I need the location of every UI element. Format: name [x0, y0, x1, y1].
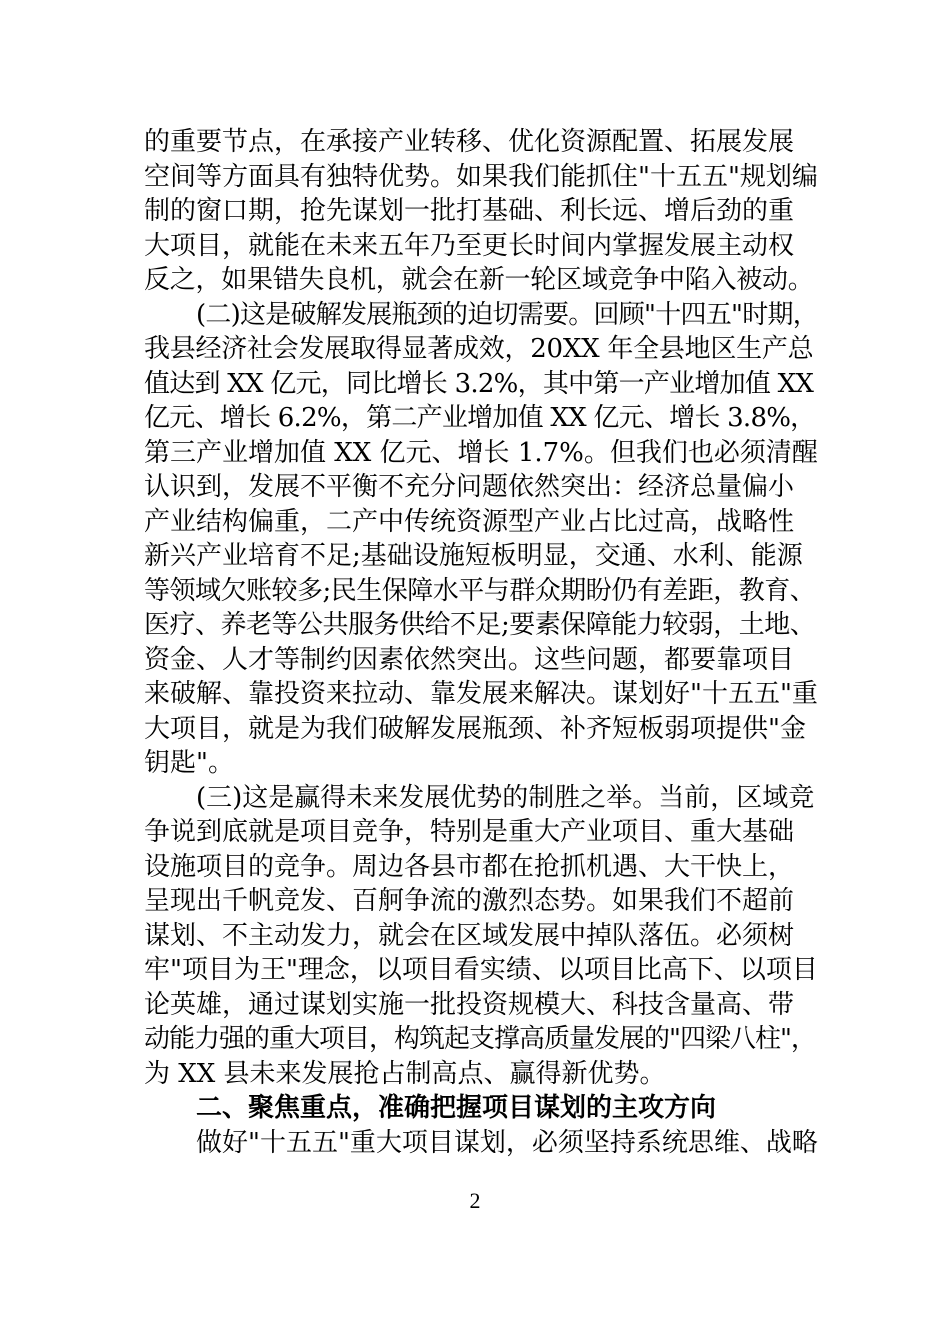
text-line: 的重要节点，在承接产业转移、优化资源配置、拓展发展 — [144, 127, 795, 157]
text-line: 新兴产业培育不足;基础设施短板明显，交通、水利、能源 — [144, 541, 803, 571]
text-line: 制的窗口期，抢先谋划一批打基础、利长远、增后劲的重 — [144, 196, 795, 226]
text-line: 设施项目的竞争。周边各县市都在抢抓机遇、大干快上， — [144, 851, 795, 882]
text-line: 资金、人才等制约因素依然突出。这些问题，都要靠项目 — [144, 644, 795, 675]
section-heading: 二、聚焦重点，准确把握项目谋划的主攻方向 — [196, 1093, 717, 1123]
text-line: 论英雄，通过谋划实施一批投资规模大、科技含量高、带 — [144, 989, 795, 1020]
text-line: 产业结构偏重，二产中传统资源型产业占比过高，战略性 — [144, 506, 795, 537]
document-body — [144, 125, 819, 1160]
text-line: 谋划、不主动发力，就会在区域发展中掉队落伍。必须树 — [144, 920, 795, 951]
text-line: 医疗、养老等公共服务供给不足;要素保障能力较弱，土地、 — [144, 610, 816, 640]
text-line: 等领域欠账较多;民生保障水平与群众期盼仍有差距，教育、 — [144, 575, 816, 606]
text-line: 牢"项目为王"理念，以项目看实绩、以项目比高下、以项目 — [144, 955, 818, 985]
text-line: 我县经济社会发展取得显著成效，20XX 年全县地区生产总 — [144, 334, 814, 364]
text-line: 大项目，就是为我们破解发展瓶颈、补齐短板弱项提供"金 — [144, 713, 806, 744]
text-line: 第三产业增加值 XX 亿元、增长 1.7%。但我们也必须清醒 — [144, 437, 818, 468]
paragraph-start-line: (二)这是破解发展瓶颈的迫切需要。回顾"十四五"时期， — [196, 299, 818, 330]
paragraph-start-line: 做好"十五五"重大项目谋划，必须坚持系统思维、战略 — [196, 1127, 818, 1158]
text-line: 来破解、靠投资来拉动、靠发展来解决。谋划好"十五五"重 — [144, 679, 818, 709]
text-line: 呈现出千帆竞发、百舸争流的激烈态势。如果我们不超前 — [144, 886, 795, 916]
text-line: 反之，如果错失良机，就会在新一轮区域竞争中陷入被动。 — [144, 265, 814, 295]
text-line: 为 XX 县未来发展抢占制高点、赢得新优势。 — [144, 1058, 666, 1089]
text-line: 亿元、增长 6.2%，第二产业增加值 XX 亿元、增长 3.8%， — [144, 403, 816, 433]
text-line: 值达到 XX 亿元，同比增长 3.2%，其中第一产业增加值 XX — [144, 368, 814, 399]
text-line: 认识到，发展不平衡不充分问题依然突出：经济总量偏小 — [144, 472, 795, 502]
text-line: 动能力强的重大项目，构筑起支撑高质量发展的"四梁八柱"， — [144, 1024, 816, 1054]
text-line: 争说到底就是项目竞争，特别是重大产业项目、重大基础 — [144, 817, 795, 847]
text-line: 钥匙"。 — [144, 748, 234, 778]
text-line: 大项目，就能在未来五年乃至更长时间内掌握发展主动权 — [144, 230, 795, 261]
page-number: 2 — [469, 1188, 481, 1213]
paragraph-start-line: (三)这是赢得未来发展优势的制胜之举。当前，区域竞 — [196, 782, 815, 813]
text-line: 空间等方面具有独特优势。如果我们能抓住"十五五"规划编 — [144, 161, 818, 192]
